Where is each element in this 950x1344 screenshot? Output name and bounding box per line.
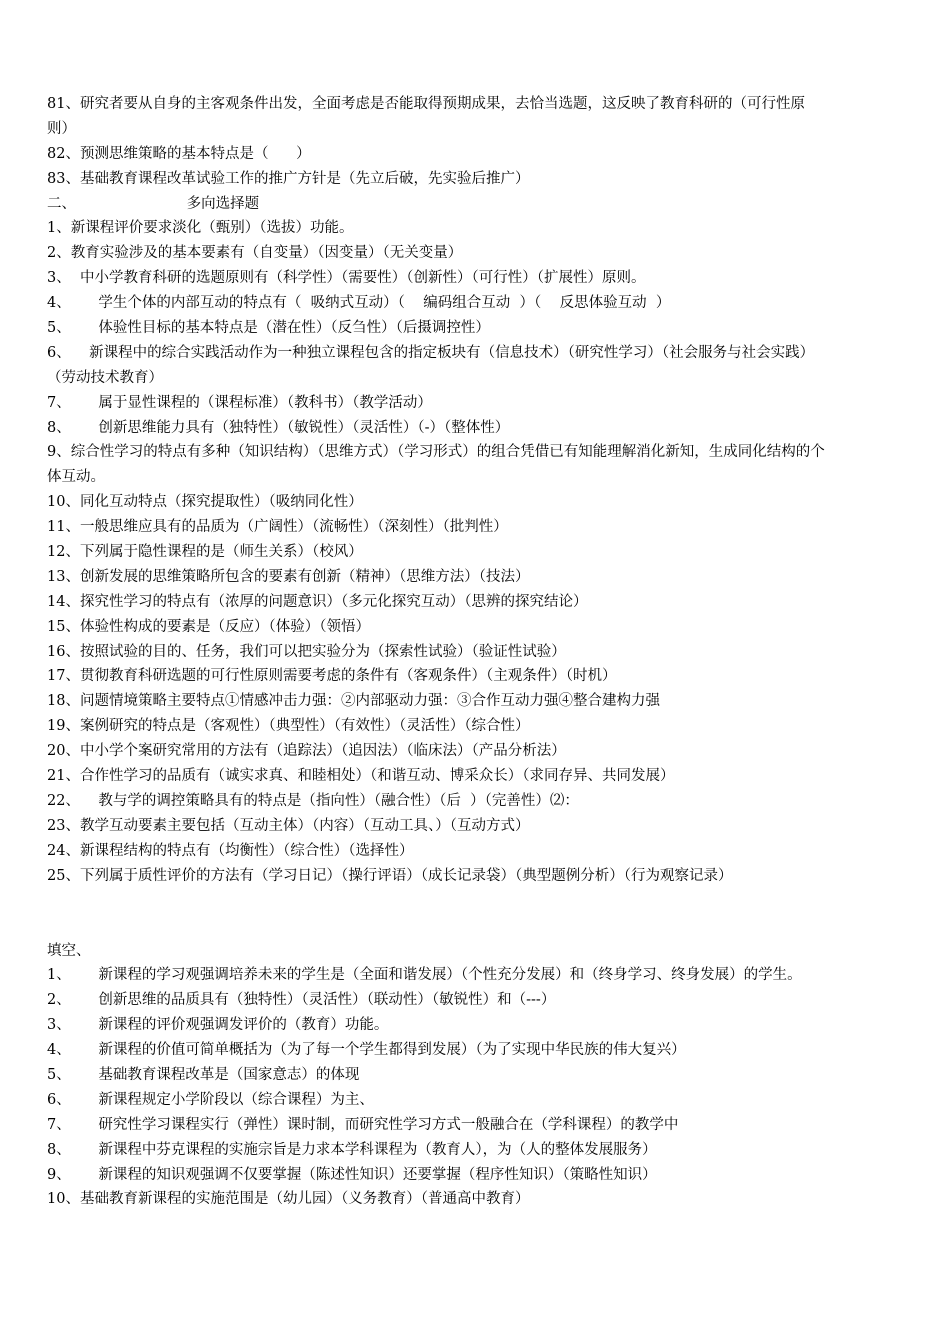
text-line: 5、 基础教育课程改革是（国家意志）的体现 bbox=[47, 1066, 360, 1083]
text-line: 1、 新课程的学习观强调培养未来的学生是（全面和谐发展）（个性充分发展）和（终身学习、终身发展）的学生。 bbox=[47, 967, 802, 984]
text-line: 10、基础教育新课程的实施范围是（幼儿园）（义务教育）（普通高中教育） bbox=[47, 1191, 530, 1208]
text-line: 6、 新课程规定小学阶段以（综合课程）为主、 bbox=[47, 1091, 374, 1108]
text-line: 81、研究者要从自身的主客观条件出发，全面考虑是否能取得预期成果，去恰当选题，这反映了教育科研的（可行性原 bbox=[47, 96, 805, 112]
text-line: 体互动。 bbox=[47, 469, 105, 486]
text-line: 25、下列属于质性评价的方法有（学习日记）（操行评语）（成长记录袋）（典型题例分析）（行为观察记录） bbox=[47, 867, 733, 884]
text-line: 1、新课程评价要求淡化（甄别）（选拔）功能。 bbox=[47, 220, 354, 237]
text-line: 20、中小学个案研究常用的方法有（追踪法）（追因法）（临床法）（产品分析法） bbox=[47, 743, 566, 760]
text-line: 24、新课程结构的特点有（均衡性）（综合性）（选择性） bbox=[47, 842, 414, 859]
text-line: 2、教育实验涉及的基本要素有（自变量）（因变量）（无关变量） bbox=[47, 245, 463, 262]
section-b-heading: 二、 多向选择题 bbox=[47, 195, 260, 212]
section-b bbox=[47, 216, 912, 888]
text-line: 9、 新课程的知识观强调不仅要掌握（陈述性知识）还要掌握（程序性知识）（策略性知识） bbox=[47, 1166, 657, 1183]
text-line: 23、教学互动要素主要包括（互动主体）（内容）（互动工具、）（互动方式） bbox=[47, 817, 530, 834]
text-line: 3、 新课程的评价观强调发评价的（教育）功能。 bbox=[47, 1017, 389, 1034]
text-line: 8、 创新思维能力具有（独特性）（敏锐性）（灵活性）（-）（整体性） bbox=[47, 419, 510, 436]
text-line: 12、下列属于隐性课程的是（师生关系）（校风） bbox=[47, 544, 363, 561]
text-line: 82、预测思维策略的基本特点是（ ） bbox=[47, 145, 311, 162]
text-line: （劳动技术教育） bbox=[47, 369, 163, 386]
text-line: 7、 属于显性课程的（课程标准）（教科书）（教学活动） bbox=[47, 394, 432, 411]
text-line: 5、 体验性目标的基本特点是（潜在性）（反刍性）（后摄调控性） bbox=[47, 320, 490, 337]
text-line: 21、合作性学习的品质有（诚实求真、和睦相处）（和谐互动、博采众长）（求同存异、共同发展） bbox=[47, 768, 675, 785]
text-line: 8、 新课程中芬克课程的实施宗旨是力求本学科课程为（教育人），为（人的整体发展服务） bbox=[47, 1141, 657, 1158]
section-a bbox=[47, 92, 912, 192]
text-line: 2、 创新思维的品质具有（独特性）（灵活性）（联动性）（敏锐性）和（---） bbox=[47, 992, 556, 1009]
text-line: 17、贯彻教育科研选题的可行性原则需要考虑的条件有（客观条件）（主观条件）（时机） bbox=[47, 668, 617, 685]
text-line: 7、 研究性学习课程实行（弹性）课时制，而研究性学习方式一般融合在（学科课程）的教学中 bbox=[47, 1116, 679, 1133]
text-line: 10、同化互动特点（探究提取性）（吸纳同化性） bbox=[47, 494, 363, 511]
section-gap bbox=[47, 889, 912, 939]
section-c bbox=[47, 963, 912, 1212]
text-line: 11、一般思维应具有的品质为（广阔性）（流畅性）（深刻性）（批判性） bbox=[47, 519, 508, 536]
text-line: 13、创新发展的思维策略所包含的要素有创新（精神）（思维方法）（技法） bbox=[47, 568, 530, 585]
text-line: 4、 新课程的价值可简单概括为（为了每一个学生都得到发展）（为了实现中华民族的伟大复兴） bbox=[47, 1042, 686, 1059]
text-line: 9、综合性学习的特点有多种（知识结构）（思维方式）（学习形式）的组合凭借已有知能理解消化新知，生成同化结构的个 bbox=[47, 444, 825, 461]
text-line: 83、基础教育课程改革试验工作的推广方针是（先立后破，先实验后推广） bbox=[47, 170, 530, 187]
section-c-heading: 填空、 bbox=[47, 942, 91, 959]
text-line: 则） bbox=[47, 120, 76, 137]
text-line: 6、 新课程中的综合实践活动作为一种独立课程包含的指定板块有（信息技术）（研究性学习）（社会服务与社会实践） bbox=[47, 344, 815, 361]
text-line: 19、案例研究的特点是（客观性）（典型性）（有效性）（灵活性）（综合性） bbox=[47, 718, 530, 735]
text-line: 3、 中小学教育科研的选题原则有（科学性）（需要性）（创新性）（可行性）（扩展性）原则。 bbox=[47, 270, 646, 287]
text-line: 4、 学生个体的内部互动的特点有（ 吸纳式互动）（ 编码组合互动 ）（ 反思体验互动 ） bbox=[47, 295, 671, 312]
text-line: 14、探究性学习的特点有（浓厚的问题意识）（多元化探究互动）（思辨的探究结论） bbox=[47, 593, 588, 610]
text-line: 18、问题情境策略主要特点①情感冲击力强：②内部驱动力强：③合作互动力强④整合建构力强 bbox=[47, 693, 660, 710]
text-line: 16、按照试验的目的、任务，我们可以把实验分为（探索性试验）（验证性试验） bbox=[47, 643, 566, 660]
text-line: 15、体验性构成的要素是（反应）（体验）（领悟） bbox=[47, 618, 370, 635]
document-page bbox=[47, 92, 912, 1212]
text-line: 22、 教与学的调控策略具有的特点是（指向性）（融合性）（后 ）（完善性）⑵： bbox=[47, 792, 579, 809]
